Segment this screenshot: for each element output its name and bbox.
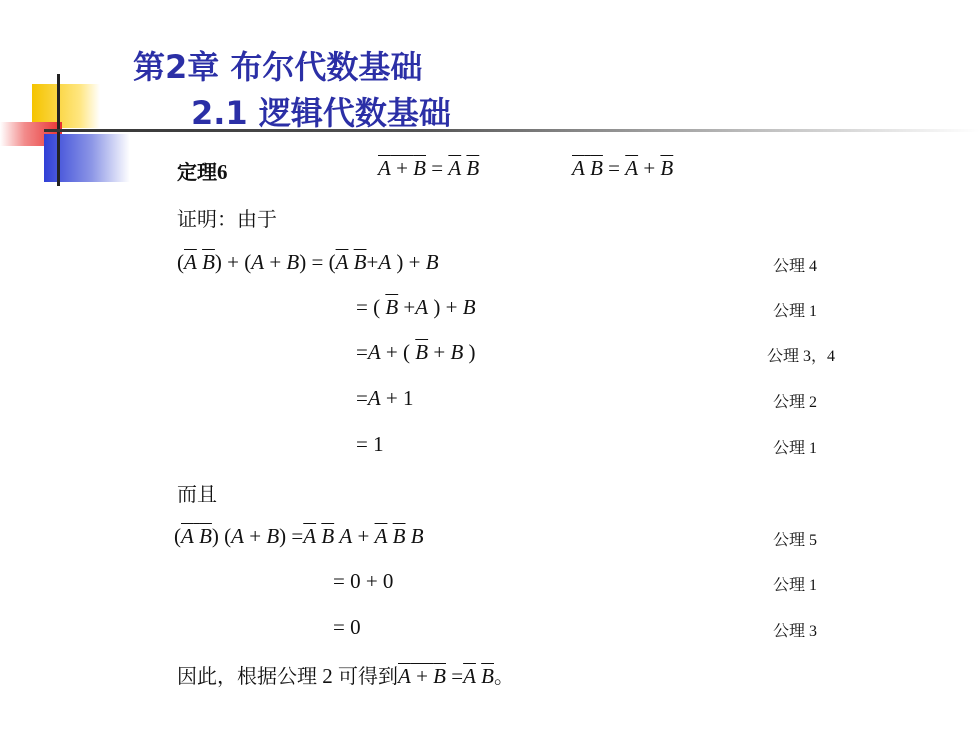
derivation2-step-1: (A B) $(A + B) =\overline{A}$ $\overline{B}$ $A + \overline{A}$ $\overline{B}$ B (174, 524, 424, 548)
theorem-formula-1: $A + B = \overline{A}$ $\overline{B}$ (378, 156, 480, 180)
axiom-ref-5: 公理 1 (773, 438, 818, 457)
derivation2-step-2: = 0 + 0 (333, 569, 394, 593)
section-title: 2.1 逻辑代数基础 (191, 94, 451, 132)
derivation2-step-3: = 0 (333, 615, 361, 639)
axiom-ref-8: 公理 3 (773, 621, 818, 640)
axiom-ref-4: 公理 2 (773, 392, 818, 411)
derivation-step-2: = ( $\overline{B} +A$ ) + B (356, 295, 476, 319)
theorem-formula-2: A $B = \overline{A} + \overline{B}$ (572, 156, 674, 180)
proof-intro: 证明：由于 (177, 207, 277, 231)
theorem-label: 定理 (177, 160, 217, 184)
axiom-ref-2: 公理 1 (773, 301, 818, 320)
axiom-ref-1: 公理 4 (773, 256, 818, 275)
derivation-step-1: ($\overline{A}$ $\overline{B}) + (A + B) = (\overline{A}$ $\overline{B}+A$ ) + B (177, 250, 439, 274)
title-divider (44, 129, 980, 132)
axiom-ref-6: 公理 5 (773, 530, 818, 549)
axiom-ref-7: 公理 1 (773, 575, 818, 594)
derivation-step-5: = 1 (356, 432, 384, 456)
theorem-heading (177, 156, 228, 185)
theorem-number: 6 (217, 160, 228, 184)
chapter-title: 第2章 布尔代数基础 (133, 48, 423, 86)
axiom-ref-3: 公理 3，4 (767, 346, 836, 365)
derivation-step-3: =A + ( $\overline{B} + B$ ) (356, 340, 476, 364)
conclusion: 因此，根据公理 2 可得到$A + B =\overline{A}$ $\overline{B}$。 (177, 664, 514, 688)
derivation-step-4: =A + 1 (356, 386, 414, 410)
proof-also: 而且 (177, 482, 217, 506)
